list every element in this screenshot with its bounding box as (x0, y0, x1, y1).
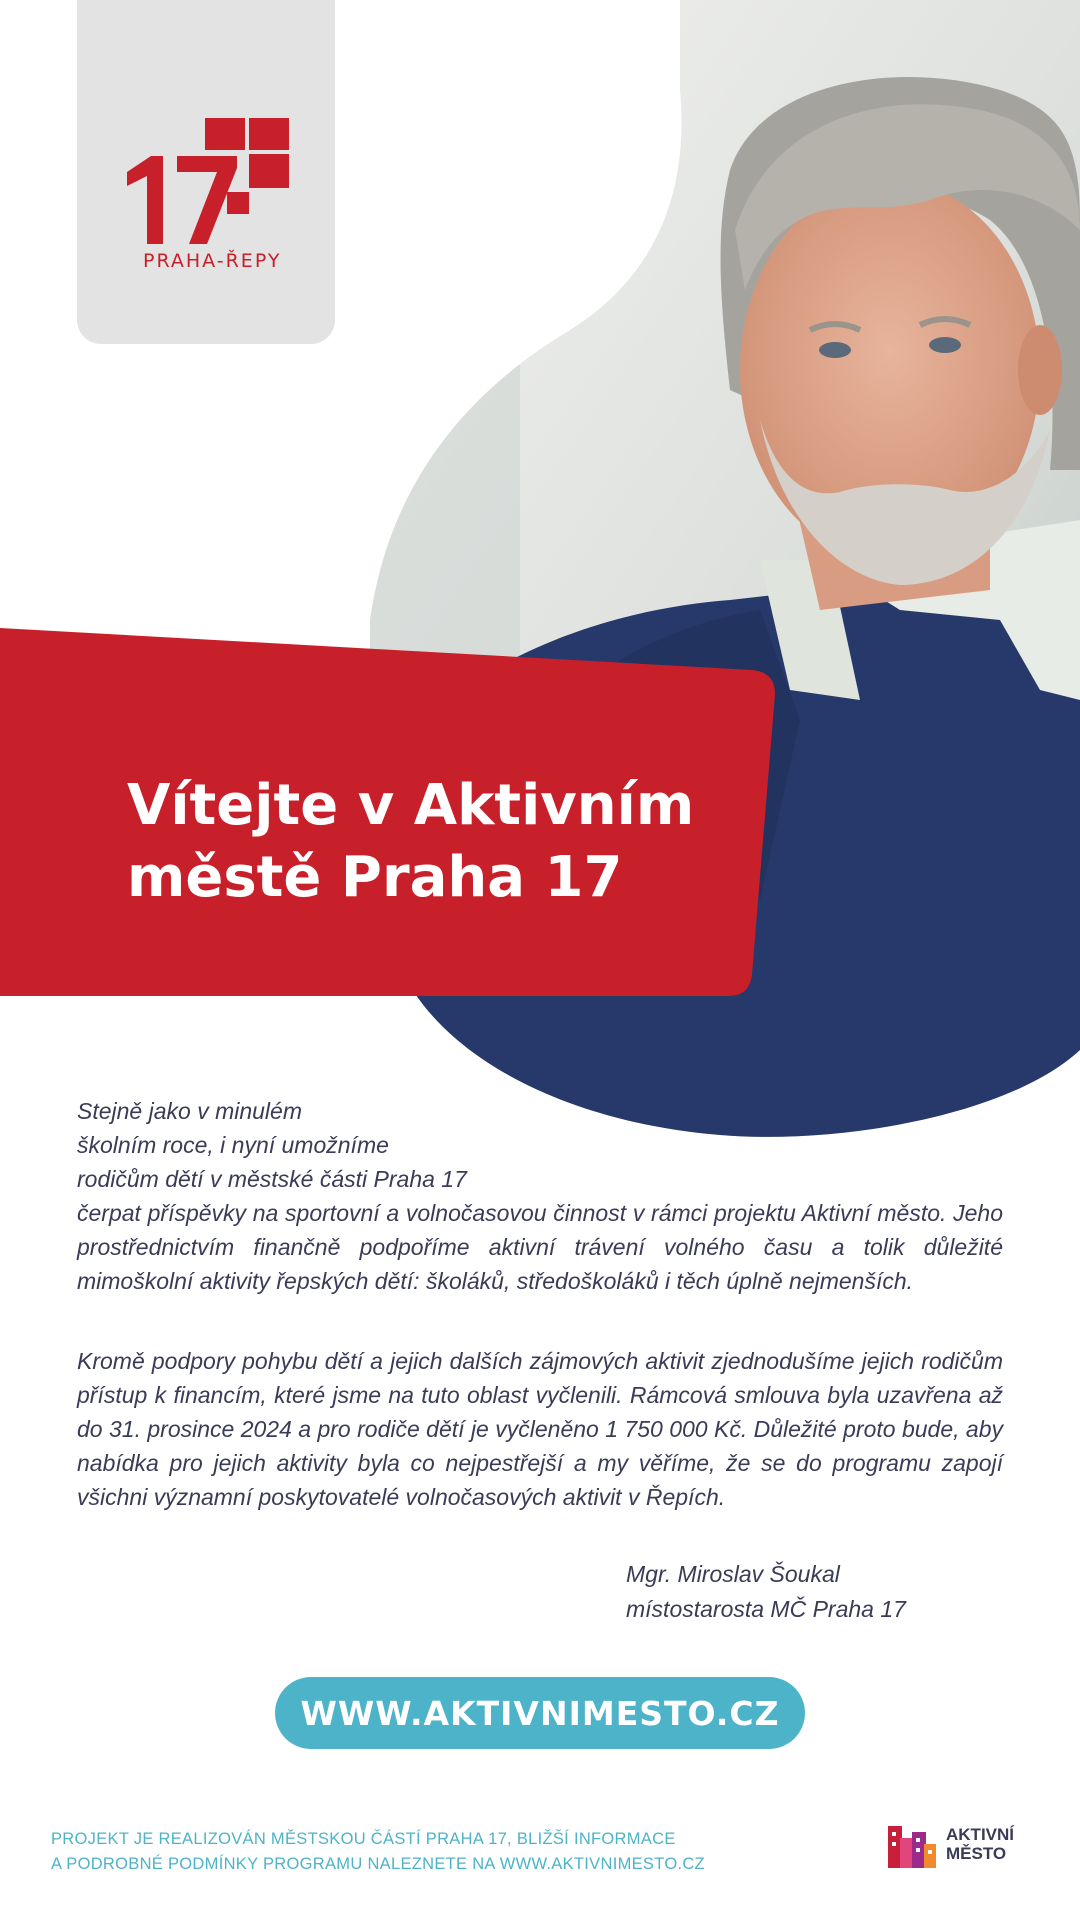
signature-role: místostarosta MČ Praha 17 (626, 1596, 906, 1622)
banner-title-line2: městě Praha 17 (127, 845, 623, 910)
praha17-logo-icon (121, 112, 291, 252)
buildings-logo-icon (886, 1820, 942, 1870)
footer-note-line1: PROJEKT JE REALIZOVÁN MĚSTSKOU ČÁSTÍ PRAHA 17, BLIŽŠÍ INFORMACE (51, 1830, 676, 1848)
signature (626, 1557, 1026, 1627)
aktivni-mesto-logo (886, 1820, 1036, 1870)
banner-title-line1: Vítejte v Aktivním (127, 773, 695, 838)
second-paragraph: Kromě podpory pohybu dětí a jejich dalších zájmových aktivit zjednodušíme jejich rodičům přístup k financím, které jsme na tuto oblast vyčlenili. Rámcová smlouva byla uzavřena až do 31. prosince 2024 a pro rodiče dětí je vyčleněno 1 750 000 Kč. Důležité proto bude, aby nabídka pro jejich aktivity byla co nejpestřejší a my věříme, že se do programu zapojí všichni významní poskytovatelé volnočasových aktivit v Řepích. (77, 1348, 1003, 1510)
welcome-banner (0, 628, 775, 998)
intro-line-2: školním roce, i nyní umožníme (77, 1132, 389, 1158)
logo-subtitle: PRAHA-ŘEPY (143, 250, 282, 272)
intro-paragraph: čerpat příspěvky na sportovní a volnočasovou činnost v rámci projektu Aktivní město. Jeho prostřednictvím finančně podpoříme aktivní trávení volného času a tolik důležité mimoškolní aktivity řepských dětí: školáků, středoškoláků i těch úplně nejmenších. (77, 1200, 1003, 1294)
logo-card (77, 0, 335, 344)
footer-note-line2: A PODROBNÉ PODMÍNKY PROGRAMU NALEZNETE NA WWW.AKTIVNIMESTO.CZ (51, 1855, 705, 1873)
intro-line-3: rodičům dětí v městské části Praha 17 (77, 1166, 467, 1192)
intro-short-lines (77, 1094, 537, 1196)
brand-line1: AKTIVNÍ (946, 1825, 1014, 1844)
intro-line-1: Stejně jako v minulém (77, 1098, 302, 1124)
banner-title (127, 770, 747, 914)
aktivni-mesto-text (946, 1825, 1014, 1863)
website-button[interactable]: WWW.AKTIVNIMESTO.CZ (275, 1677, 805, 1749)
brand-line2: MĚSTO (946, 1844, 1007, 1863)
signature-name: Mgr. Miroslav Šoukal (626, 1561, 840, 1587)
footer-note (51, 1827, 771, 1877)
